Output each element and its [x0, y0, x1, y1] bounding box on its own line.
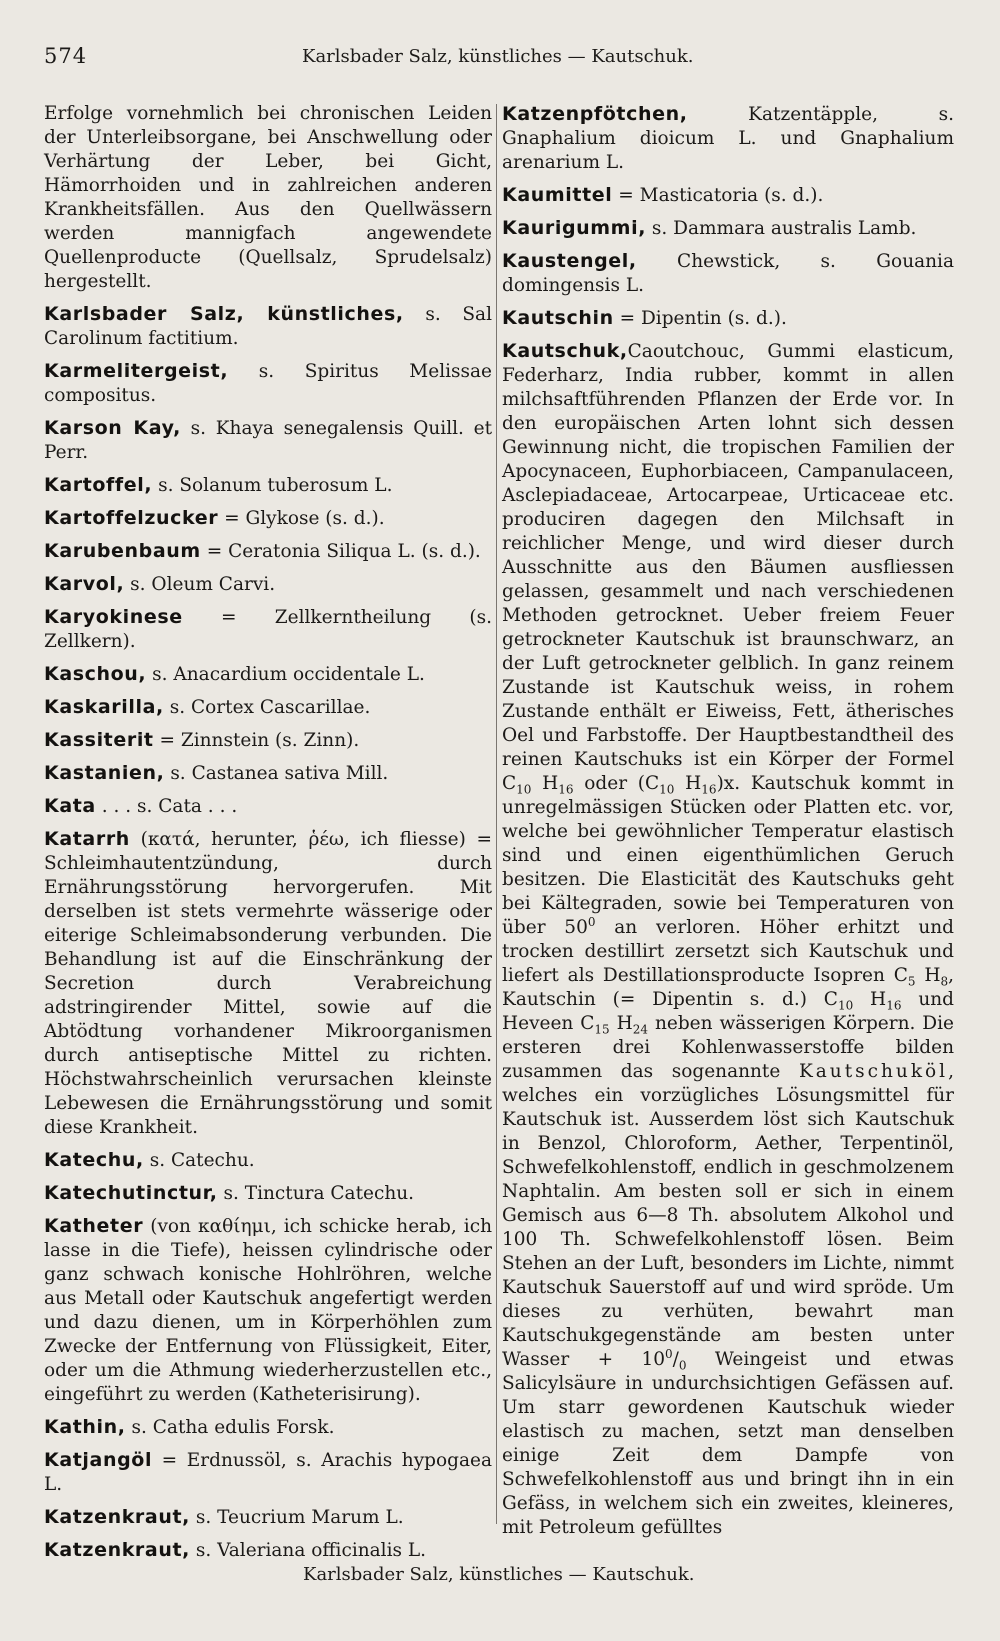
entry-headword: Katzenpfötchen,	[502, 103, 688, 125]
entry-headword: Katarrh	[44, 828, 130, 850]
entry-text: oder (C	[573, 773, 660, 794]
entry-text: (κατά, herunter, ῥέω, ich fliesse) = Schleimhautentzündung, durch Ernährungsstörung hervorgerufen. Mit derselben ist stets vermehrte wässerige oder eiterige Schleimabsonderung verbunden. Die Behandlung ist auf die Einschränkung der Secretion durch Verabreichung adstringirender Mittel, sowie auf die Abtödtung vorhandener Mikroorganismen durch antiseptische Mittel zu richten. Höchstwahrscheinlich verursachen kleinste Lebewesen die Ernährungsstörung und somit diese Krankheit.	[44, 829, 492, 1138]
entry-text: neben wässerigen Körpern. Die ersteren drei Kohlenwasserstoffe bilden zusammen das sogenannte	[502, 1013, 954, 1082]
entry-headword: Katheter	[44, 1215, 144, 1237]
dictionary-entry	[44, 1415, 492, 1440]
entry-text: = Masticatoria (s. d.).	[612, 185, 824, 206]
entry-headword: Kartoffelzucker	[44, 507, 219, 529]
column-divider	[496, 104, 497, 1524]
entry-text: = Dipentin (s. d.).	[613, 308, 787, 329]
entry-text: s. Spiritus Melissae compositus.	[44, 361, 492, 406]
entry-headword: Karson Kay,	[44, 417, 181, 439]
dictionary-entry	[44, 302, 492, 351]
entry-text: s. Catechu.	[143, 1150, 255, 1171]
entry-text: = Zellkerntheilung (s. Zellkern).	[44, 607, 492, 652]
entry-text: an verloren. Höher erhitzt und trocken destillirt zersetzt sich Kautschuk und liefert als Destillationsproducte Isopren C	[502, 917, 954, 986]
intro-paragraph: Erfolge vornehmlich bei chronischen Leiden der Unterleibsorgane, bei Anschwellung oder Verhärtung der Leber, bei Gicht, Hämorrhoiden und in zahlreichen anderen Krankheitsfällen. Aus den Quellwässern werden mannigfach angewendete Quellenproducte (Quellsalz, Sprudelsalz) hergestellt.	[44, 103, 492, 292]
dictionary-entry	[44, 506, 492, 531]
dictionary-entry	[44, 1448, 492, 1497]
entry-text: H	[674, 773, 702, 794]
dictionary-entry	[44, 827, 492, 1140]
running-title: Karlsbader Salz, künstliches — Kautschuk.	[302, 46, 694, 67]
dictionary-entry	[44, 1505, 492, 1530]
subscript: 10	[516, 782, 532, 797]
page-footer: Karlsbader Salz, künstliches — Kautschuk.	[303, 1564, 695, 1585]
entry-headword: Kaumittel	[502, 184, 613, 206]
entry-text: s. Sal Carolinum factitium.	[44, 304, 492, 349]
dictionary-entry	[44, 1538, 492, 1563]
entry-text: Chewstick, s. Gouania domingensis L.	[502, 251, 954, 296]
dictionary-entry	[502, 102, 954, 175]
entry-text: H	[915, 965, 941, 986]
dictionary-entry	[44, 761, 492, 786]
entry-text: = Erdnussöl, s. Arachis hypogaea L.	[44, 1450, 492, 1495]
entry-headword: Kartoffel,	[44, 474, 153, 496]
dictionary-entry	[502, 249, 954, 298]
entry-headword: Katechutinctur,	[44, 1182, 218, 1204]
subscript: 15	[594, 1022, 610, 1037]
right-entry-list	[502, 102, 954, 331]
entry-text: /	[672, 1349, 679, 1370]
entry-text: s. Solanum tuberosum L.	[152, 475, 393, 496]
dictionary-entry	[44, 359, 492, 408]
entry-text: s. Castanea sativa Mill.	[164, 763, 389, 784]
entry-text: s. Catha edulis Forsk.	[125, 1417, 335, 1438]
dictionary-entry	[44, 539, 492, 564]
entry-text: , welches ein vorzügliches Lösungsmittel für Kautschuk ist. Ausserdem löst sich Kautschuk in Benzol, Chloroform, Aether, Terpentinöl, Schwefelkohlenstoff, endlich in geschmolzenem Naphtalin. Am besten soll er sich in einem Gemisch aus 6—8 Th. absolutem Alkohol und 100 Th. Schwefelkohlenstoff lösen. Beim Stehen an der Luft, besonders im Lichte, nimmt Kautschuk Sauerstoff auf und wird spröde. Um dieses zu verhüten, bewahrt man Kautschukgegenstände am besten unter Wasser + 10	[502, 1061, 954, 1370]
entry-text: Katzentäpple, s. Gnaphalium dioicum L. und Gnaphalium arenarium L.	[502, 104, 954, 173]
subscript: 16	[886, 998, 902, 1013]
entry-headword: Karvol,	[44, 573, 125, 595]
entry-text: H	[531, 773, 559, 794]
entry-headword: Kaurigummi,	[502, 217, 647, 239]
entry-headword: Kautschin	[502, 307, 614, 329]
entry-text: s. Oleum Carvi.	[124, 574, 276, 595]
entry-headword: Karyokinese	[44, 606, 183, 628]
entry-text: )x. Kautschuk kommt in unregelmässigen Stücken oder Platten etc. vor, welche bei gewöhnlicher Temperatur elastisch sind und einen eigenthümlichen Geruch besitzen. Die Elasticität des Kautschuks geht bei Kältegraden, sowie bei Temperaturen von über 50	[502, 773, 955, 938]
entry-text: s. Tinctura Catechu.	[217, 1183, 415, 1204]
subscript: 8	[940, 974, 949, 989]
dictionary-entry	[502, 306, 954, 331]
entry-text: s. Dammara australis Lamb.	[646, 218, 917, 239]
entry-text: , Kautschin (= Dipentin s. d.) C	[502, 965, 954, 1010]
entry-text: H	[853, 989, 887, 1010]
entry-text: und Heveen C	[502, 989, 954, 1034]
dictionary-entry	[44, 728, 492, 753]
entry-headword: Katechu,	[44, 1149, 144, 1171]
right-column	[502, 102, 954, 1548]
entry-headword: Kaskarilla,	[44, 696, 164, 718]
entry-headword: Katjangöl	[44, 1449, 153, 1471]
dictionary-entry	[44, 1181, 492, 1206]
entry-text: = Zinnstein (s. Zinn).	[153, 730, 360, 751]
entry-headword: Katzenkraut,	[44, 1506, 190, 1528]
dictionary-entry	[44, 695, 492, 720]
entry-headword: Karubenbaum	[44, 540, 201, 562]
page-header	[44, 44, 956, 74]
spaced-term: Kautschuköl	[798, 1061, 949, 1082]
dictionary-entry	[44, 662, 492, 687]
entry-text: Weingeist und etwas Salicylsäure in undurchsichtigen Gefässen auf. Um starr gewordenen Kautschuk wieder elastisch zu machen, setzt man denselben einige Zeit dem Dampfe von Schwefelkohlenstoff aus und bringt ihn in ein Gefäss, in welchem sich ein zweites, kleineres, mit Petroleum gefülltes	[502, 1349, 954, 1538]
dictionary-entry	[44, 1148, 492, 1173]
superscript: 0	[665, 1346, 673, 1361]
dictionary-entry	[502, 183, 954, 208]
entry-headword: Kautschuk,	[502, 340, 628, 362]
entry-headword: Karmelitergeist,	[44, 360, 229, 382]
entry-text: s. Valeriana officinalis L.	[189, 1540, 427, 1561]
dictionary-entry	[44, 1214, 492, 1407]
subscript: 10	[837, 998, 854, 1013]
left-column	[44, 102, 492, 1571]
dictionary-entry	[502, 216, 954, 241]
entry-text: Caoutchouc, Gummi elasticum, Federharz, India rubber, kommt in allen milchsaftführenden Pflanzen der Erde vor. In den europäischen Arten lohnt sich dessen Gewinnung nicht, die tropischen Familien der Apocynaceen, Euphorbiaceen, Campanulaceen, Asclepiadaceae, Artocarpeae, Urticaceae etc. produciren dagegen den Milchsaft in reichlicher Menge, und wird dieser durch Ausschnitte aus den Bäumen ausfliessen gelassen, gesammelt und nach verschiedenen Methoden getrocknet. Ueber freiem Feuer getrockneter Kautschuk ist braunschwarz, an der Luft getrockneter gelblich. In ganz reinem Zustande ist Kautschuk weiss, in rohem Zustande enthält er Eiweiss, Fett, ätherisches Oel und Farbstoffe. Der Hauptbestandtheil des reinen Kautschuks ist ein Körper der Formel C	[502, 341, 954, 794]
dictionary-entry	[44, 473, 492, 498]
entry-text: s. Anacardium occidentale L.	[146, 664, 425, 685]
subscript: 16	[558, 782, 574, 797]
dictionary-entry	[44, 572, 492, 597]
entry-headword: Kassiterit	[44, 729, 154, 751]
subscript: 16	[701, 782, 717, 797]
entry-text: = Ceratonia Siliqua L. (s. d.).	[200, 541, 481, 562]
entry-headword: Kata	[44, 795, 96, 817]
entry-text: (von καθίημι, ich schicke herab, ich lasse in die Tiefe), heissen cylindrische oder ganz schwach konische Hohlröhren, welche aus Metall oder Kautschuk angefertigt werden und dazu dienen, um in Körperhöhlen zum Zwecke der Entfernung von Flüssigkeit, Eiter, oder um die Athmung wiederherzustellen etc., eingeführt zu werden (Katheterisirung).	[44, 1216, 492, 1405]
entry-headword: Kaustengel,	[502, 250, 637, 272]
entry-headword: Kastanien,	[44, 762, 165, 784]
superscript: 0	[587, 914, 596, 929]
entry-text: = Glykose (s. d.).	[218, 508, 385, 529]
entry-text: . . . s. Cata . . .	[95, 796, 238, 817]
left-entry-list	[44, 302, 492, 1563]
entry-text: s. Teucrium Marum L.	[189, 1507, 404, 1528]
entry-text: H	[609, 1013, 633, 1034]
entry-text: s. Cortex Cascarillae.	[163, 697, 371, 718]
dictionary-entry	[44, 416, 492, 465]
page-number: 574	[44, 44, 88, 68]
subscript: 5	[907, 974, 916, 989]
dictionary-entry	[44, 605, 492, 654]
entry-headword: Katzenkraut,	[44, 1539, 190, 1561]
dictionary-entry	[44, 794, 492, 819]
entry-kautschuk	[502, 339, 954, 1540]
subscript: 24	[632, 1022, 649, 1037]
subscript: 0	[678, 1358, 687, 1373]
entry-headword: Kaschou,	[44, 663, 147, 685]
entry-text: s. Khaya senegalensis Quill. et Perr.	[44, 418, 493, 463]
entry-headword: Kathin,	[44, 1416, 126, 1438]
entry-headword: Karlsbader Salz, künstliches,	[44, 303, 404, 325]
subscript: 10	[659, 782, 675, 797]
